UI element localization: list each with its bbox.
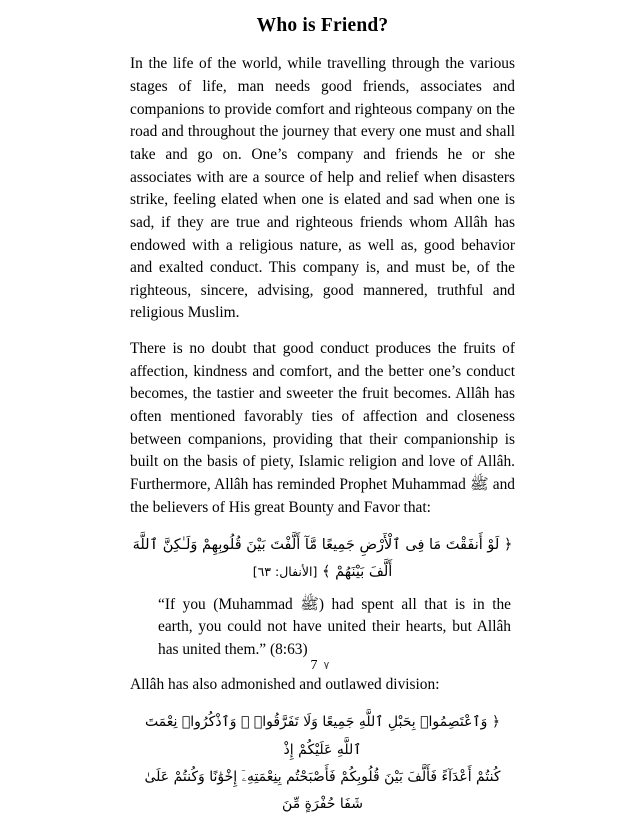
body-paragraph-1: In the life of the world, while travelling through the various stages of life, man needs good friends, associates and companions to provide comfort and righteous company on the road and throughout the journey that every one must and shall take and go on. One’s company and friends he or she associates with are a source of help and relief when disasters strike, feeling elated when one is elated and sad when one is sad, if they are true and righteous friends whom Allâh has endowed with a religious nature, as well as, good behavior and exalted conduct. This company is, and must be, of the righteous, sincere, advising, good mannered, truthful and religious Muslim.	[130, 55, 515, 322]
page-content-area	[130, 14, 515, 813]
page-number-arabic-mark: ٧	[323, 659, 330, 672]
page-number	[0, 658, 640, 674]
body-paragraph-3: Allâh has also admonished and outlawed division:	[130, 675, 440, 693]
quran-verse-first-reference: [الأنفال: ٦٣]	[252, 564, 318, 580]
quran-verse-first-arabic: ﴿ لَوْ أَنفَقْتَ مَا فِى ٱلْأَرْضِ جَمِيعًا مَّآ أَلَّفْتَ بَيْنَ قُلُوبِهِمْ وَلَـٰكِنَّ ٱللَّهَ أَلَّفَ بَيْنَهُمْ ﴾	[132, 537, 513, 581]
quran-verse-first	[130, 532, 515, 586]
page-number-value: 7	[310, 658, 318, 673]
quran-verse-second-line-2: كُنتُمْ أَعْدَآءً فَأَلَّفَ بَيْنَ قُلُوبِكُمْ فَأَصْبَحْتُم بِنِعْمَتِهِۦٓ إِخْوَٰنًا وَكُنتُمْ عَلَىٰ شَفَا حُفْرَةٍ مِّنَ	[144, 768, 501, 813]
page-title: Who is Friend?	[256, 15, 389, 36]
quran-translation-first: “If you (Muhammad ﷺ) had spent all that is in the earth, you could not have united their hearts, but Allâh has united them.” (8:63)	[158, 595, 511, 659]
body-paragraph-2: There is no doubt that good conduct produces the fruits of affection, kindness and comfort, and the better one’s conduct becomes, the tastier and sweeter the fruit becomes. Allâh has often mentioned favorably ties of affection and closeness between companions, providing that their companionship is built on the basis of piety, Islamic religion and love of Allâh. Furthermore, Allâh has reminded Prophet Muhammad ﷺ and the believers of His great Bounty and Favor that:	[130, 340, 515, 516]
quran-verse-second	[130, 709, 515, 818]
quran-verse-second-line-1: ﴿ وَٱعْتَصِمُوا۟ بِحَبْلِ ٱللَّهِ جَمِيعًا وَلَا تَفَرَّقُوا۟ ۚ وَٱذْكُرُوا۟ نِعْمَتَ ٱللَّهِ عَلَيْكُمْ إِذْ	[144, 714, 501, 758]
